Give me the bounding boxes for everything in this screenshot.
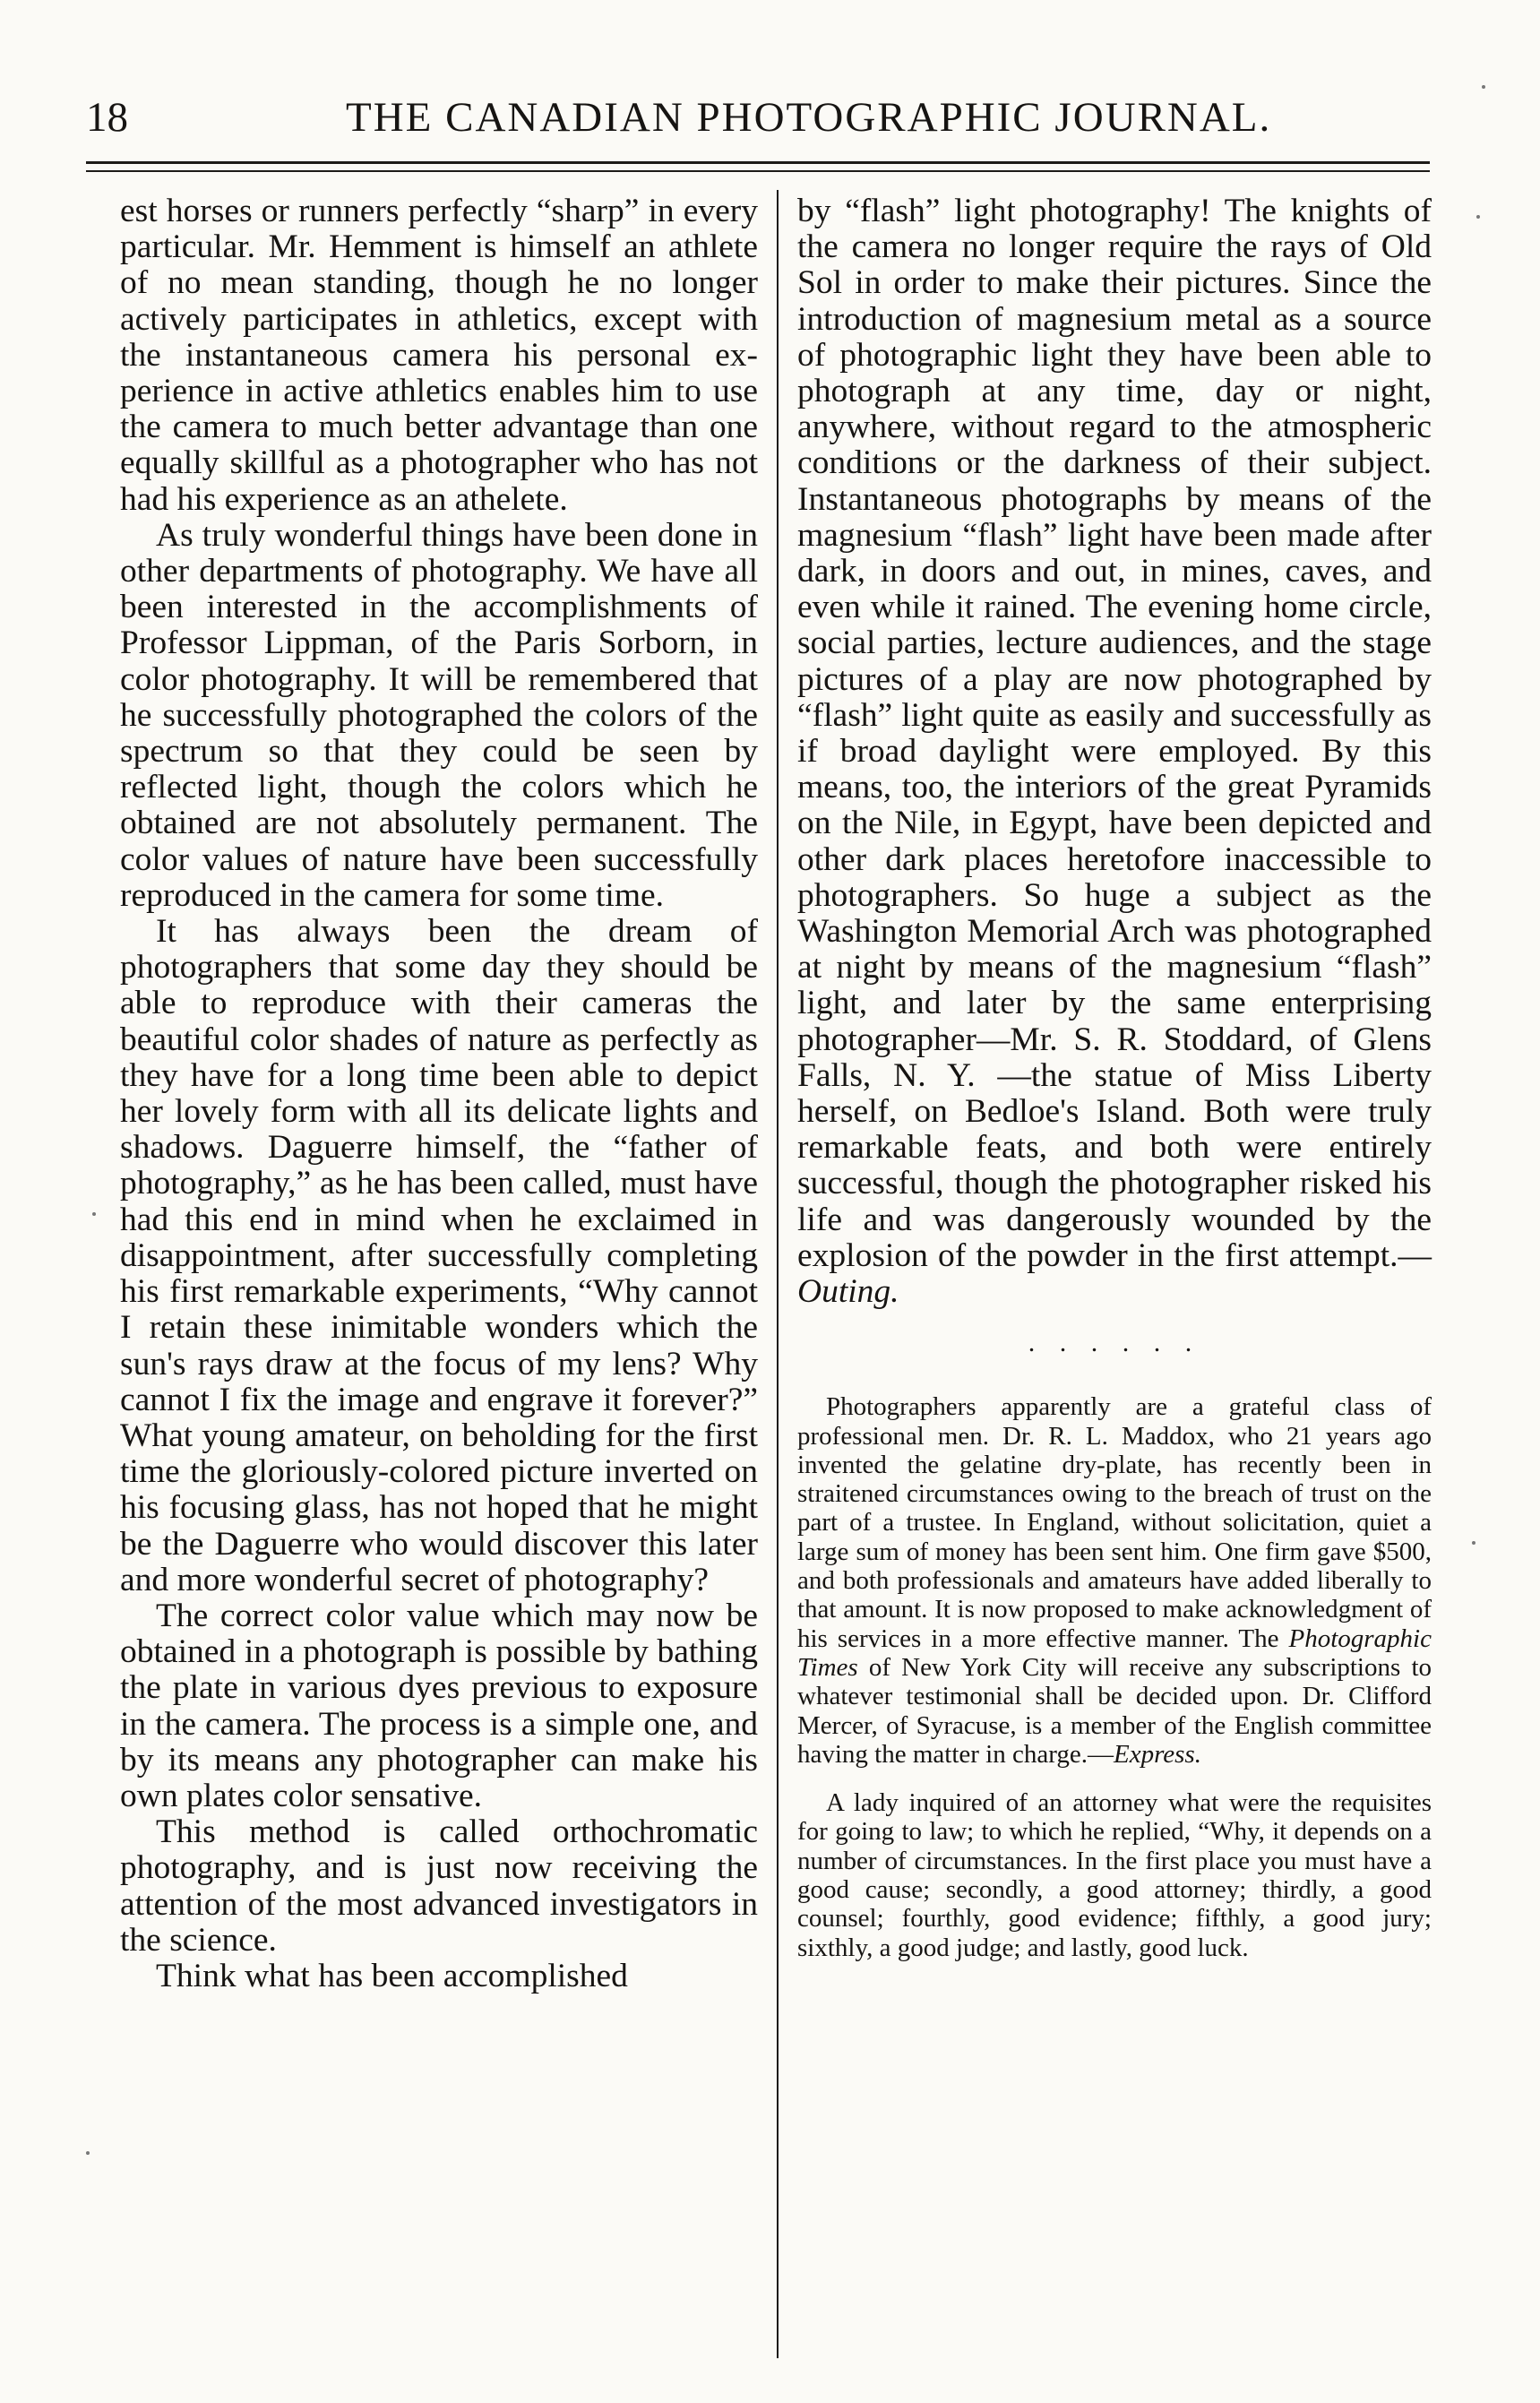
left-paragraph-6: Think what has been accomplished — [156, 1957, 628, 1994]
margin-speck — [1476, 215, 1480, 219]
right-paragraph-1 — [797, 194, 1432, 1310]
news-item-maddox-source: Express. — [1113, 1739, 1201, 1769]
margin-speck — [92, 1212, 96, 1216]
news-item-maddox-text: Photographers apparently are a grateful class of professional men. Dr. R. L. Maddox, who 21 years ago invented the gelatine dry-plate, has recently been in straitened circumstances owing to the breach of trust on the part of a trustee. In England, without solicitation, quiet a large sum of money has been sent him. One firm gave $500, and both professionals and amateurs have added liberally to that amount. It is now proposed to make acknowledgment of his services in a more effective manner. The — [797, 1392, 1432, 1653]
section-separator: . . . . . . — [1028, 1328, 1201, 1358]
header-rule-top — [86, 161, 1430, 164]
left-paragraph-1: est horses or runners perfectly “sharp” in every particular. Mr. Hemment is himself an athlete of no mean standing, though he no longer actively participates in athletics, except with the instantaneous camera his personal experience in active athletics enables him to use the camera to much better advantage than one equally skillful as a photographer who has not had his experience as an athelete. — [120, 193, 758, 518]
news-item-maddox-text-cont: of New York City will receive any subscriptions to whatever testimonial shall be decided upon. Dr. Clifford Mercer, of Syracuse, is a member of the English committee having the matter in charge.— — [797, 1652, 1432, 1769]
journal-title: THE CANADIAN PHOTOGRAPHIC JOURNAL. — [346, 94, 1272, 141]
left-paragraph-2: As truly wonderful things have been done in other departments of photography. We have all been interested in the accomplishments of Professor Lippman, of the Paris Sorborn, in color photography. It will be remembered that he successfully photographed the colors of the spectrum so that they could be seen by reflected light, though the colors which he obtained are not absolutely permanent. The color values of nature have been successfully reproduced in the camera for some time. — [120, 516, 758, 914]
margin-speck — [1472, 1541, 1475, 1545]
left-paragraph-5: This method is called orthochromatic photography, and is just now receiving the attention of the most advanced investigators in the science. — [120, 1813, 758, 1959]
margin-speck — [1482, 85, 1485, 89]
right-column — [797, 194, 1432, 1962]
news-item-attorney: A lady inquired of an attorney what were the requisites for going to law; to which he replied, “Why, it depends on a number of circumstances. In the first place you must have a good cause; secondly, a good attorney; thirdly, a good counsel; fourthly, good evidence; fifthly, a good jury; sixthly, a good judge; and lastly, good luck. — [797, 1788, 1432, 1962]
column-divider — [777, 190, 779, 2358]
page-header — [86, 93, 1421, 156]
news-item-maddox-publication: Photographic Times — [797, 1624, 1432, 1682]
news-item-maddox — [797, 1392, 1432, 1769]
left-paragraph-3: It has always been the dream of photographers that some day they should be able to reproduce with their cameras the beautiful color shades of nature as perfectly as they have for a long time been able to depict her lovely form with all its delicate lights and shadows. Daguerre himself, the “father of photography,” as he has been called, must have had this end in mind when he exclaimed in disappointment, after successfully completing his first remarkable experiments, “Why cannot I retain these inimitable wonders which the sun's rays draw at the focus of my lens? Why cannot I fix the image and engrave it forever?” What young amateur, on beholding for the first time the gloriously-colored picture inverted on his focusing glass, has not hoped that he might be the Daguerre who would discover this later and more wonderful secret of photography? — [120, 913, 758, 1598]
margin-speck — [86, 2151, 90, 2155]
right-paragraph-1-text: by “flash” light photography! The knights of the camera no longer require the rays of Old Sol in order to make their pictures. Since the introduction of magnesium metal as a source of photographic light they have been able to photograph at any time, day or night, anywhere, without regard to the atmospheric conditions or the darkness of their subject. Instantaneous photographs by means of the magnesium “flash” light have been made after dark, in doors and out, in mines, caves, and even while it rained. The evening home circle, social parties, lecture audiences, and the stage pictures of a play are now photographed by “flash” light quite as easily and successfully as if broad daylight were employed. By this means, too, the interiors of the great Pyramids on the Nile, in Egypt, have been depicted and other dark places heretofore inaccessible to photographers. So huge a subject as the Washington Memorial Arch was photographed at night by means of the magnesium “flash” light, and later by the same enterprising photographer—Mr. S. R. Stoddard, of Glens Falls, N. Y. —the statue of Miss Liberty herself, on Bedloe's Island. Both were truly remarkable feats, and both were entirely successful, though the photographer risked his life and was dangerously wounded by the explosion of the powder in the first attempt.— — [797, 193, 1432, 1274]
left-column — [120, 194, 758, 1994]
page-number: 18 — [86, 94, 128, 141]
right-paragraph-1-source: Outing. — [797, 1273, 899, 1311]
left-paragraph-4: The correct color value which may now be obtained in a photograph is possible by bathing the plate in various dyes previous to exposure in the camera. The process is a simple one, and by its means any photographer can make his own plates color sensative. — [120, 1597, 758, 1814]
header-rule-bottom — [86, 170, 1430, 172]
